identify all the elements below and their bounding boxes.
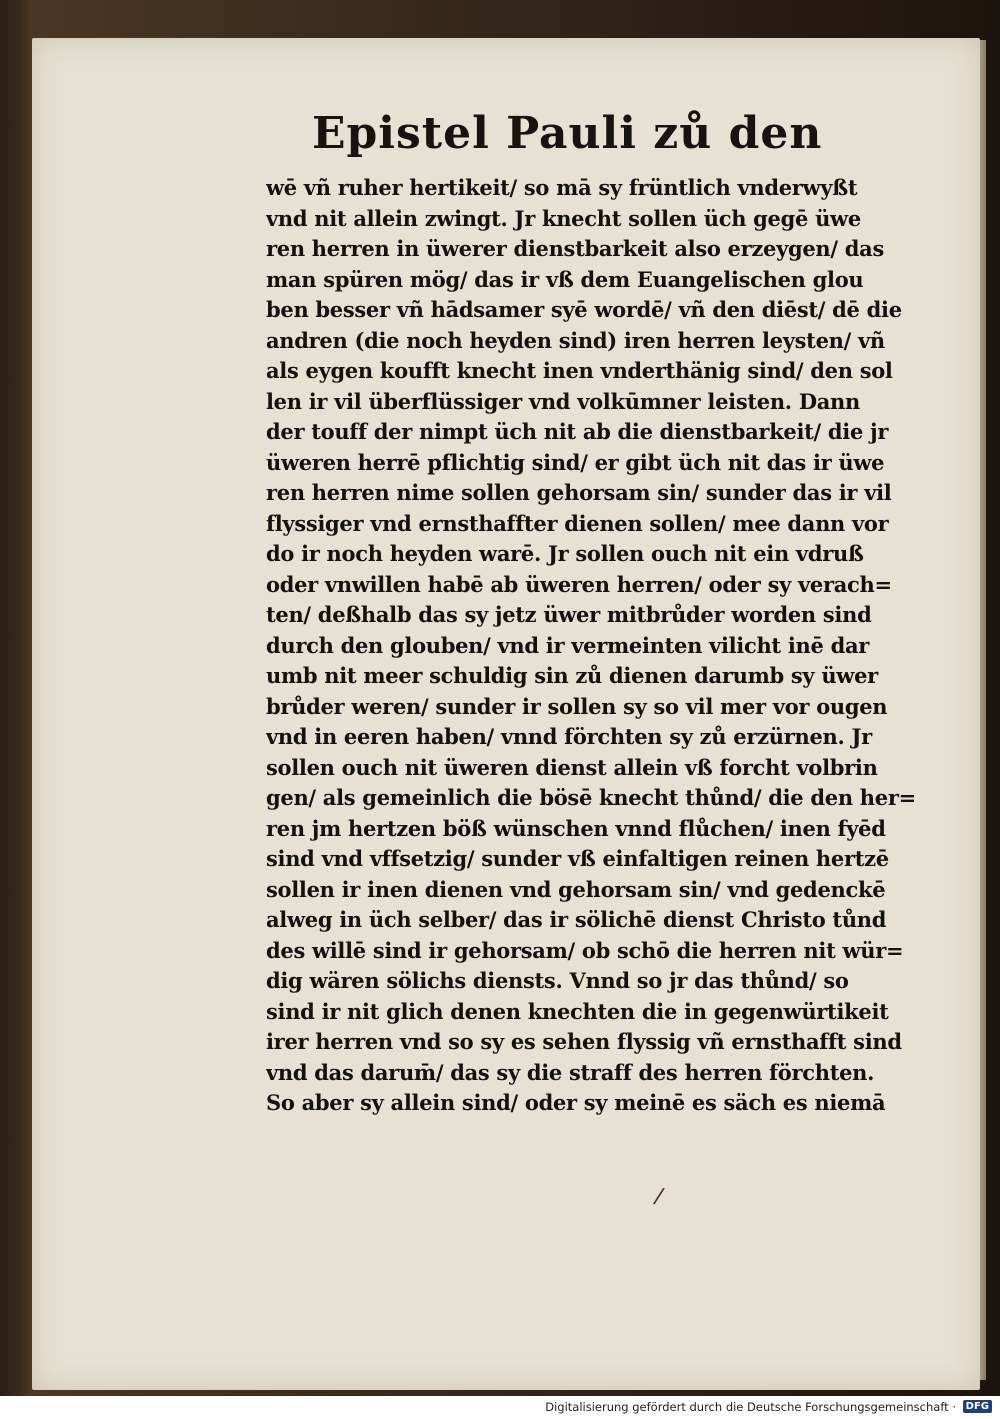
text-line: als eygen koufft knecht inen vnderthänig sind/ den sol [266,358,893,383]
text-line: sind vnd vffsetzig/ sunder vß einfaltigen reinen hertzē [266,846,889,871]
text-line: vnd nit allein zwingt. Jr knecht sollen üch gegē üwe [266,205,861,231]
text-line: brůder weren/ sunder ir sollen sy so vil mer vor ougen [266,693,888,719]
text-line: So aber sy allein sind/ oder sy meinē es säch es niemā [266,1090,886,1115]
text-line: gen/ als gemeinlich die bösē knecht thůnd/ die den her= [266,785,916,810]
text-line: der touff der nimpt üch nit ab die dienstbarkeit/ die jr [266,419,889,444]
text-line: sind ir nit glich denen knechten die in gegenwürtikeit [266,998,889,1024]
text-line: vnd in eeren haben/ vnnd förchten sy zů erzürnen. Jr [266,724,872,749]
text-line: andren (die noch heyden sind) iren herren leysten/ vñ [266,327,885,353]
text-line: wē vñ ruher hertikeit/ so mā sy früntlich vnderwyßt [266,175,858,200]
text-line: ren herren nime sollen gehorsam sin/ sunder das ir vil [266,480,892,505]
stray-pen-mark: / [651,1183,666,1210]
text-line: len ir vil überflüssiger vnd volkūmner leisten. Dann [266,388,860,414]
text-line: ren jm hertzen böß wünschen vnnd flůchen/ inen fyēd [266,815,886,841]
text-line: durch den glouben/ vnd ir vermeinten vilicht inē dar [266,632,870,658]
digitization-footer [0,1396,1000,1419]
text-line: do ir noch heyden warē. Jr sollen ouch nit ein vdruß [266,541,864,566]
text-line: irer herren vnd so sy es sehen flyssig vñ ernsthafft sind [266,1029,902,1054]
dfg-logo-icon: DFG [963,1400,992,1413]
running-head: Epistel Pauli zů den [312,108,823,159]
text-line: üweren herrē pflichtig sind/ er gibt üch nit das ir üwe [266,449,885,475]
text-line: alweg in üch selber/ das ir sölichē dienst Christo tůnd [266,907,887,932]
text-block [266,173,916,1119]
text-line: des willē sind ir gehorsam/ ob schō die herren nit wür= [266,937,904,963]
text-line: sollen ouch nit üweren dienst allein vß forcht volbrin [266,754,878,780]
funding-credit: Digitalisierung gefördert durch die Deutsche Forschungsgemeinschaft · [545,1400,956,1414]
text-line: ren herren in üwerer dienstbarkeit also erzeygen/ das [266,236,884,261]
text-line: vnd das darum̄/ das sy die straff des herren förchten. [266,1059,875,1085]
text-line: man spüren mög/ das ir vß dem Euangelischen glou [266,266,864,292]
text-line: dig wären sölichs diensts. Vnnd so jr das thůnd/ so [266,968,849,993]
text-line: oder vnwillen habē ab üweren herren/ oder sy verach= [266,571,892,597]
text-line: ten/ deßhalb das sy jetz üwer mitbrůder worden sind [266,602,872,627]
text-line: flyssiger vnd ernsthaffter dienen sollen/ mee dann vor [266,510,889,536]
text-line: umb nit meer schuldig sin zů dienen darumb sy üwer [266,663,878,688]
text-line: sollen ir inen dienen vnd gehorsam sin/ vnd gedenckē [266,876,886,902]
text-line: ben besser vñ hādsamer syē wordē/ vñ den diēst/ dē die [266,297,902,322]
